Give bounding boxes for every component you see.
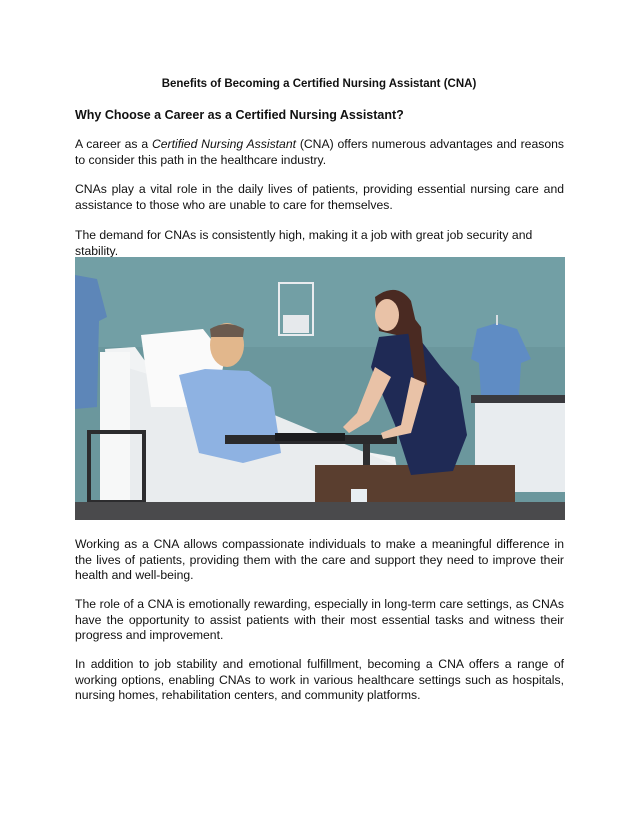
paragraph-vital-role: CNAs play a vital role in the daily lives of patients, providing essential nursing care and assistance to those who are unable to care for themselves. — [75, 182, 564, 212]
document-title: Benefits of Becoming a Certified Nursing Assistant (CNA) — [161, 78, 477, 90]
paragraph-rewarding: The role of a CNA is emotionally rewarding, especially in long-term care settings, as CNAs have the opportunity to assist patients with their most essential tasks and witness their progress and improvement. — [75, 597, 564, 642]
paragraph-demand: The demand for CNAs is consistently high, making it a job with great job security and stability. — [75, 228, 533, 258]
intro-paragraph — [75, 137, 564, 168]
intro-text-start: A career as a — [75, 137, 152, 151]
photo-illustration — [75, 257, 565, 520]
intro-emphasis: Certified Nursing Assistant — [151, 137, 296, 151]
paragraph-options: In addition to job stability and emotional fulfillment, becoming a CNA offers a range of working options, enabling CNAs to work in various healthcare settings such as hospitals, nursing homes, rehabilitation centers, and community platforms. — [75, 657, 564, 702]
section-heading: Why Choose a Career as a Certified Nursing Assistant? — [75, 108, 404, 122]
cna-training-photo — [75, 257, 565, 520]
paragraph-difference: Working as a CNA allows compassionate individuals to make a meaningful difference in the lives of patients, providing them with the care and support they need to improve their health and well-being. — [75, 537, 564, 582]
intro-text-end: (CNA) offers numerous advantages and reasons to consider this path in the healthcare industry. — [75, 137, 564, 167]
